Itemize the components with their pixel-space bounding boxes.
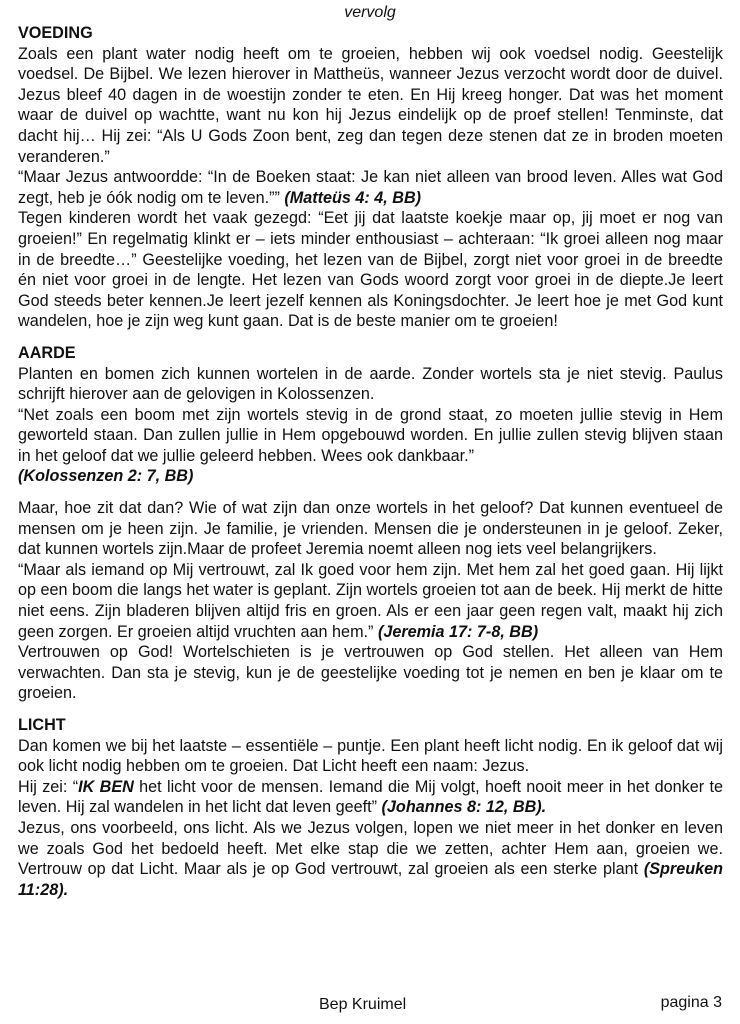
voeding-quote [18, 167, 723, 208]
voeding-quote-text: “Maar Jezus antwoordde: “In de Boeken staat: Je kan niet alleen van brood leven. Alles wat God zegt, heb je óók nodig om te leven.”” [18, 168, 723, 207]
aarde-quote: “Net zoals een boom met zijn wortels stevig in de grond staat, zo moeten jullie stevig in Hem geworteld staan. Dan zullen jullie in Hem opgebouwd worden. En jullie zullen stevig blijven staan in het geloof dat we jullie geleerd hebben. Wees ook dankbaar.” [18, 405, 723, 465]
footer-author: Bep Kruimel [319, 996, 407, 1013]
aarde-quote-jeremia-reference: (Jeremia 17: 7-8, BB) [377, 622, 539, 641]
aarde-paragraph-1: Planten en bomen zich kunnen wortelen in de aarde. Zonder wortels sta je niet stevig. Paulus schrijft hierover aan de gelovigen in Kolossenzen. [18, 364, 723, 404]
licht-quote-emphasis: IK BEN [78, 777, 134, 796]
section-heading-voeding: VOEDING [18, 24, 93, 42]
section-heading-aarde: AARDE [18, 343, 76, 362]
aarde-paragraph-5: Vertrouwen op God! Wortelschieten is je vertrouwen op God stellen. Het alleen van Hem verwachten. Dan sta je stevig, kun je de geestelijke voeding tot je nemen en ben je klaar om te groeien. [18, 643, 723, 703]
continuation-label: vervolg [344, 4, 396, 21]
section-heading-licht: LICHT [18, 716, 66, 734]
licht-paragraph-1: Dan komen we bij het laatste – essentiële – puntje. Een plant heeft licht nodig. En ik geloof dat wij ook licht nodig hebben om te groeien. Dat Licht heeft een naam: Jezus. [18, 736, 723, 776]
spacer [18, 487, 723, 498]
licht-paragraph-3 [18, 818, 723, 900]
spacer [18, 332, 723, 343]
licht-paragraph-3-text: Jezus, ons voorbeeld, ons licht. Als we Jezus volgen, lopen we niet meer in het donker en leven we zoals God het bedoeld heeft. Met elke stap die we zetten, achter Hem aan, groeien we. Vertrouw op dat Licht. Maar als je op God vertrouwt, zal groeien als een sterke plant [18, 818, 723, 879]
licht-paragraph-3-reference: (Spreuken 11:28). [18, 860, 723, 899]
aarde-quote-reference: (Kolossenzen 2: 7, BB) [18, 467, 194, 486]
aarde-paragraph-3: Maar, hoe zit dat dan? Wie of wat zijn dan onze wortels in het geloof? Dat kunnen eventueel de mensen om je heen zijn. Je familie, je vrienden. Mensen die je ondersteunen in je geloof. Zeker, dat kunnen wortels zijn.Maar de profeet Jeremia noemt alleen nog iets veel belangrijkers. [18, 499, 723, 559]
licht-quote-start: Hij zei: “ [18, 777, 79, 796]
licht-quote [18, 777, 723, 818]
footer-page-number: pagina 3 [660, 994, 722, 1011]
voeding-paragraph-3: Tegen kinderen wordt het vaak gezegd: “Eet jij dat laatste koekje maar op, jij moet er nog van groeien!” En regelmatig klinkt er – iets minder enthousiast – achteraan: “Ik groei alleen nog maar in de breedte…” Geestelijke voeding, het lezen van de Bijbel, zorgt niet voor groei in de breedte én niet voor groei in de lengte. Het lezen van Gods woord zorgt voor groei in de diepte.Je leert God steeds beter kennen.Je leert jezelf kennen als Koningsdochter. Je leert hoe je met God kunt wandelen, hoe je zijn weg kunt gaan. Dat is de beste manier om te groeien! [18, 209, 723, 331]
voeding-quote-reference: (Matteüs 4: 4, BB) [284, 188, 422, 207]
licht-quote-text: het licht voor de mensen. Iemand die Mij volgt, hoeft nooit meer in het donker te leven. Hij zal wandelen in het licht dat leven geeft” [18, 777, 723, 817]
aarde-quote-jeremia [18, 560, 723, 642]
spacer [18, 704, 723, 715]
page-body [18, 23, 723, 900]
aarde-quote-jeremia-text: “Maar als iemand op Mij vertrouwt, zal Ik goed voor hem zijn. Met hem zal het goed gaan. Hij lijkt op een boom die langs het water is geplant. Zijn wortels groeien tot aan de beek. Hij merkt de hitte niet eens. Zijn bladeren blijven altijd fris en groen. Als er een jaar geen regen valt, maakt hij zich geen zorgen. Er groeien altijd vruchten aan hem.” [18, 560, 723, 641]
voeding-paragraph-1: Zoals een plant water nodig heeft om te groeien, hebben wij ook voedsel nodig. Geestelijk voedsel. De Bijbel. We lezen hierover in Mattheüs, wanneer Jezus verzocht wordt door de duivel. Jezus bleef 40 dagen in de woestijn zonder te eten. En Hij kreeg honger. Dat was het moment waar de duivel op wachtte, want nu kon hij Jezus eindelijk op de proef stellen! Tenminste, dat dacht hij… Hij zei: “Als U Gods Zoon bent, zeg dan tegen deze stenen dat ze in broden moeten veranderen.” [18, 44, 723, 166]
licht-quote-reference: (Johannes 8: 12, BB). [381, 798, 547, 817]
